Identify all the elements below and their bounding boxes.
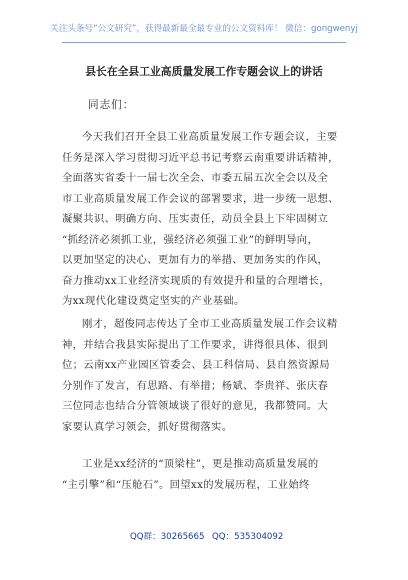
greeting: 同志们： [88, 99, 135, 111]
paragraph-line: 三位同志也结合分管领域谈了很好的意见，我都赞同。大 [62, 400, 329, 412]
paragraph-line: 神，并结合我县实际提出了工作要求，讲得很具体、很到 [62, 338, 329, 351]
paragraph-line: 为xx现代化建设奠定坚实的产业基础。 [62, 295, 245, 307]
paragraph-line: “抓经济必须抓工业，强经济必须强工业”的鲜明导向， [62, 233, 319, 246]
document-title: 县长在全县工业高质量发展工作专题会议上的讲话 [85, 65, 323, 78]
paragraph-line: 市工业高质量发展工作会议的部署要求，进一步统一思想、 [62, 192, 339, 205]
paragraph-line: 今天我们召开全县工业高质量发展工作专题会议，主要 [82, 131, 338, 143]
paragraph-line: 家要认真学习领会，抓好贯彻落实。 [62, 420, 233, 433]
paragraph-line: 分别作了发言，有思路、有举措；杨斌、李贵祥、张庆春 [62, 379, 329, 392]
paragraph-line: 刚才，超俊同志传达了全市工业高质量发展工作会议精 [82, 318, 338, 330]
paragraph-line: 以更加坚定的决心、更加有力的举措、更加务实的作风， [62, 254, 329, 266]
paragraph-line: 凝聚共识、明确方向、压实责任，动员全县上下牢固树立 [62, 213, 329, 225]
footer-contact [0, 530, 408, 544]
paragraph-line: 工业是xx经济的“顶梁柱”，更是推动高质量发展的 [82, 458, 319, 470]
paragraph-line: 全面落实省委十一届七次全会、市委五届五次全会以及全 [62, 172, 329, 184]
header-divider [62, 42, 346, 43]
paragraph-line: 奋力推动xx工业经济实现质的有效提升和量的合理增长， [62, 274, 330, 287]
footer-qq-group: QQ群：30265665 [130, 532, 205, 542]
paragraph-line: 位；云南xx产业园区管委会、县工科信局、县自然资源局 [62, 359, 330, 371]
header-notice: 关注头条号“公文研究”，获得最新最全最专业的公文资料库！ 微信：gongwenyj [50, 24, 358, 34]
footer-qq: QQ：535304092 [212, 532, 284, 542]
paragraph-line: 任务是深入学习贯彻习近平总书记考察云南重要讲话精神， [62, 151, 339, 164]
paragraph-line: “主引擎”和“压舱石”。回望xx的发展历程，工业始终 [62, 478, 310, 491]
